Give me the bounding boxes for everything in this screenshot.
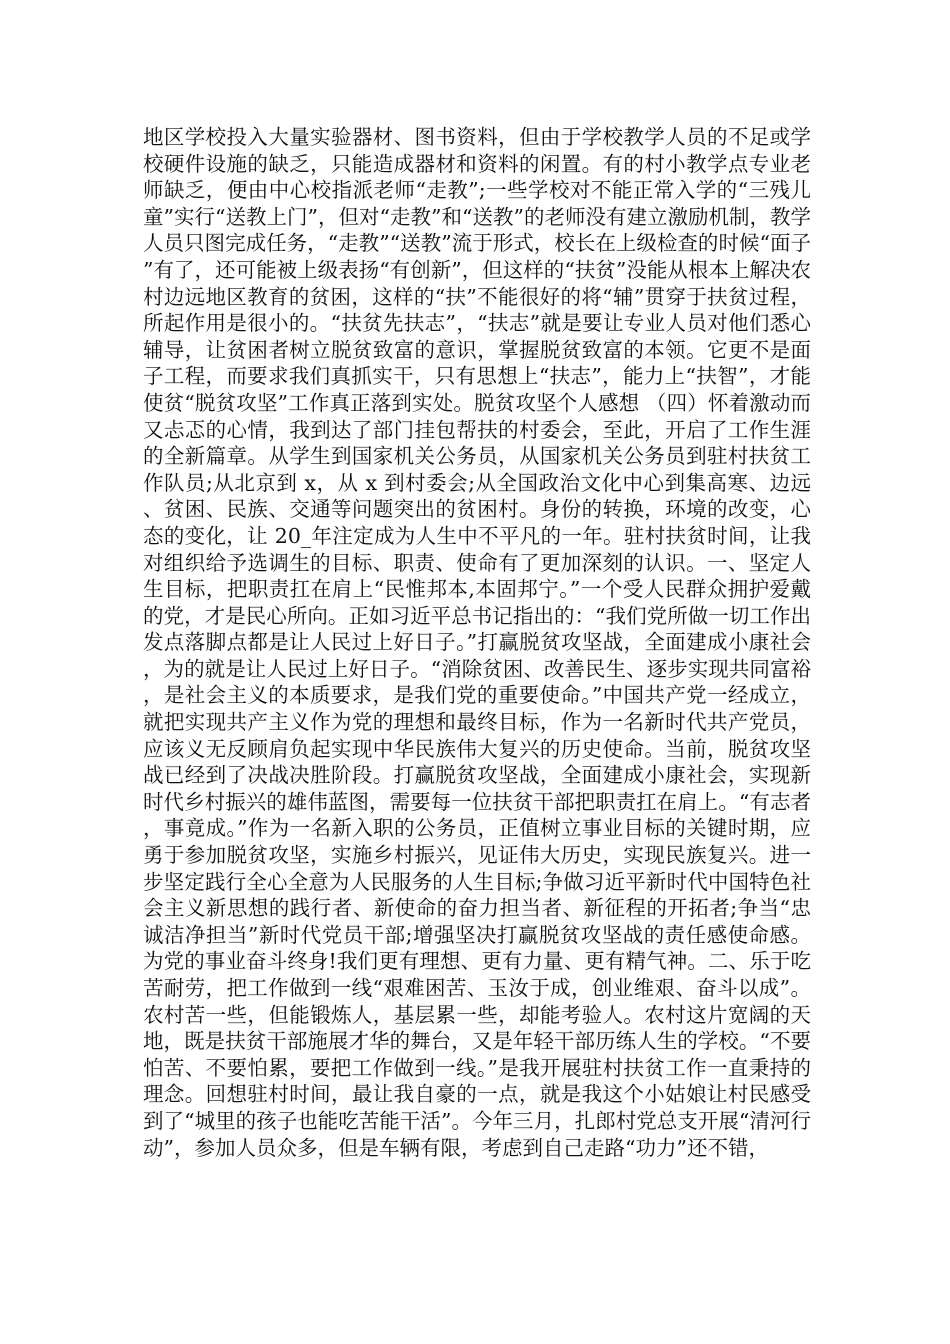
body-paragraph: 地区学校投入大量实验器材、图书资料，但由于学校教学人员的不足或学校硬件设施的缺乏，只能造成器材和资料的闲置。有的村小教学点专业老师缺乏，便由中心校指派老师“走教”;一些学校对不能正常入学的“三残儿童”实行“送教上门”，但对“走教”和“送教”的老师没有建立激励机制，教学人员只图完成任务，“走教”“送教”流于形式，校长在上级检查的时候“面子”有了，还可能被上级表扬“有创新”，但这样的“扶贫”没能从根本上解决农村边远地区教育的贫困，这样的“扶”不能很好的将“辅”贯穿于扶贫过程，所起作用是很小的。“扶贫先扶志”，“扶志”就是要让专业人员对他们悉心辅导，让贫困者树立脱贫致富的意识，掌握脱贫致富的本领。它更不是面子工程，而要求我们真抓实干，只有思想上“扶志”，能力上“扶智”，才能使贫“脱贫攻坚”工作真正落到实处。脱贫攻坚个人感想 （四）怀着激动而又忐忑的心情，我到达了部门挂包帮扶的村委会，至此，开启了工作生涯的全新篇章。从学生到国家机关公务员，从国家机关公务员到驻村扶贫工作队员;从北京到 x，从 x 到村委会;从全国政治文化中心到集高寒、边远、贫困、民族、交通等问题突出的贫困村。身份的转换，环境的改变，心态的变化，让 20_年注定成为人生中不平凡的一年。驻村扶贫时间，让我对组织给予选调生的目标、职责、使命有了更加深刻的认识。一、坚定人生目标，把职责扛在肩上“民惟邦本,本固邦宁。”一个受人民群众拥护爱戴的党，才是民心所向。正如习近平总书记指出的：“我们党所做一切工作出发点落脚点都是让人民过上好日子。”打赢脱贫攻坚战，全面建成小康社会，为的就是让人民过上好日子。“消除贫困、改善民生、逐步实现共同富裕，是社会主义的本质要求，是我们党的重要使命。”中国共产党一经成立，就把实现共产主义作为党的理想和最终目标，作为一名新时代共产党员，应该义无反顾肩负起实现中华民族伟大复兴的历史使命。当前，脱贫攻坚战已经到了决战决胜阶段。打赢脱贫攻坚战，全面建成小康社会，实现新时代乡村振兴的雄伟蓝图，需要每一位扶贫干部把职责扛在肩上。“有志者，事竟成。”作为一名新入职的公务员，正值树立事业目标的关键时期，应勇于参加脱贫攻坚，实施乡村振兴，见证伟大历史，实现民族复兴。进一步坚定践行全心全意为人民服务的人生目标;争做习近平新时代中国特色社会主义新思想的践行者、新使命的奋力担当者、新征程的开拓者;争当“忠诚洁净担当”新时代党员干部;增强坚决打赢脱贫攻坚战的责任感使命感。为党的事业奋斗终身!我们更有理想、更有力量、更有精气神。二、乐于吃苦耐劳，把工作做到一线“艰难困苦、玉汝于成，创业维艰、奋斗以成”。农村苦一些，但能锻炼人，基层累一些，却能考验人。农村这片宽阔的天地，既是扶贫干部施展才华的舞台，又是年轻干部历练人生的学校。“不要怕苦、不要怕累，要把工作做到一线。”是我开展驻村扶贫工作一直秉持的理念。回想驻村时间，最让我自豪的一点，就是我这个小姑娘让村民感受到了“城里的孩子也能吃苦能干活”。今年三月，扎郎村党总支开展“清河行动”，参加人员众多，但是车辆有限，考虑到自己走路“功力”还不错， xyxy=(143,125,811,1160)
